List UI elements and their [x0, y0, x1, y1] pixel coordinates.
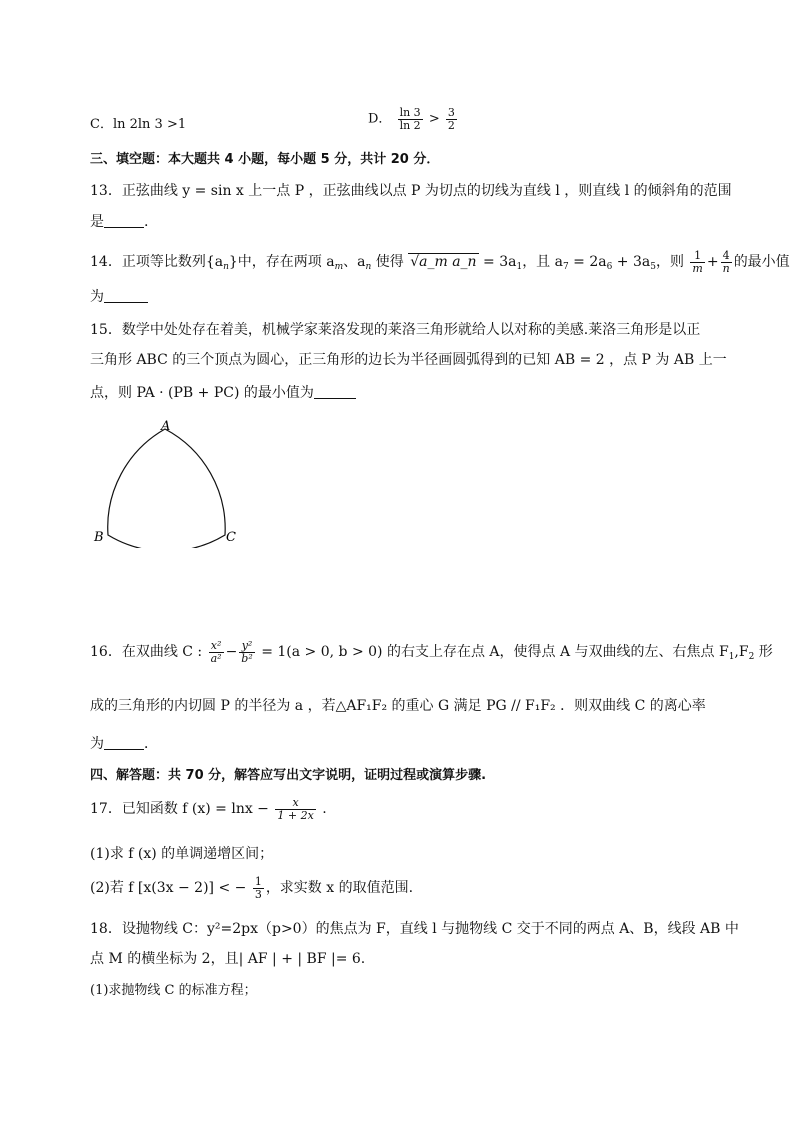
q16-blank	[104, 737, 144, 750]
q18-line2: 点 M 的横坐标为 2，且| AF | + | BF |= 6.	[90, 951, 366, 967]
reuleaux-outline	[108, 429, 225, 548]
q17-part2-frac: $\frac{1}{3}$	[254, 875, 262, 901]
q15-line3: 点，则 PA · (PB + PC) 的最小值为	[90, 386, 356, 400]
q14-frac2: $\frac{4}{n}$	[722, 249, 730, 275]
q17-frac: $\frac{x}{1 + 2x}$	[277, 796, 314, 822]
q16-line3: 为 ．	[90, 736, 158, 752]
q14-frac1: $\frac{1}{m}$	[692, 249, 703, 275]
q13-line2: 是 .	[90, 214, 149, 230]
q16-line1: 16．在双曲线 C : $\frac{\text{x²}}{\text{a²}}$ − $\frac{\text{y²}}{\text{b²}}$ = 1(a > 0, b > 0) 的右支上存在点 A，使得点 A 与双曲线的左、右焦点 $F_1,F_2$ 形	[90, 639, 773, 665]
q16-frac-x: $\frac{\text{x²}}{\text{a²}}$	[210, 639, 222, 665]
option-d-rhs-fraction: $\frac{3}{2}$	[447, 106, 455, 132]
vertex-c-label: C	[226, 530, 236, 545]
q13-blank	[104, 215, 144, 228]
q16-line2: 成的三角形的内切圆 P 的半径为 a ，若△AF₁F₂ 的重心 G 满足 PG // F₁F₂ ．则双曲线 C 的离心率	[90, 698, 706, 714]
q15-line2: 三角形 ABC 的三个顶点为圆心，正三角形的边长为半径画圆弧得到的已知 AB = 2 ，点 P 为 AB 上一	[90, 352, 727, 368]
reuleaux-triangle-figure	[90, 418, 250, 548]
q16-frac-y: $\frac{\text{y²}}{\text{b²}}$	[241, 639, 253, 665]
option-d: D． $\frac{\ln 3}{\ln 2}$ > $\frac{3}{2}$	[368, 106, 455, 132]
option-c: C．ln 2ln 3 >1	[90, 117, 187, 132]
q17-part2: (2)若 f [x(3x − 2)] < − $\frac{1}{3}$ ，求实数 x 的取值范围.	[90, 875, 414, 901]
q18-part1: (1)求抛物线 C 的标准方程；	[90, 983, 257, 998]
section-3-title: 三、填空题：本大题共 4 小题，每小题 5 分，共计 20 分．	[90, 152, 440, 167]
q14-line2: 为	[90, 290, 148, 304]
q15-blank	[314, 386, 356, 399]
q18-line1: 18．设抛物线 C：y²=2px（p>0）的焦点为 F，直线 l 与抛物线 C 交于不同的两点 A、B，线段 AB 中	[90, 921, 739, 937]
q13-line1: 13．正弦曲线 y = sin x 上一点 P ，正弦曲线以点 P 为切点的切线为直线 l ，则直线 l 的倾斜角的范围	[90, 183, 732, 199]
option-d-fraction: $\frac{\ln 3}{\ln 2}$	[399, 106, 421, 132]
q14-blank	[104, 290, 148, 303]
section-4-title: 四、解答题：共 70 分，解答应写出文字说明，证明过程或演算步骤.	[90, 768, 487, 783]
vertex-a-label: A	[161, 419, 171, 434]
q14-sqrt: √a_m a_n	[410, 254, 477, 271]
q15-line1: 15．数学中处处存在着美，机械学家莱洛发现的莱洛三角形就给人以对称的美感.莱洛三角形是以正	[90, 322, 701, 338]
q17-part1: (1)求 f (x) 的单调递增区间；	[90, 846, 274, 862]
q17-line1: 17．已知函数 f (x) = lnx − $\frac{x}{1 + 2x}$ .	[90, 796, 327, 822]
q14-line1: 14．正项等比数列$\{a_n\}$中，存在两项 $a_m$、$a_n$ 使得 √a_m a_n = $3a_1$，且 $a_7 = 2a_6 + 3a_5$，则 $\frac{1}{m}$ + $\frac{4}{n}$ 的最小值	[90, 249, 790, 275]
vertex-b-label: B	[94, 530, 104, 545]
